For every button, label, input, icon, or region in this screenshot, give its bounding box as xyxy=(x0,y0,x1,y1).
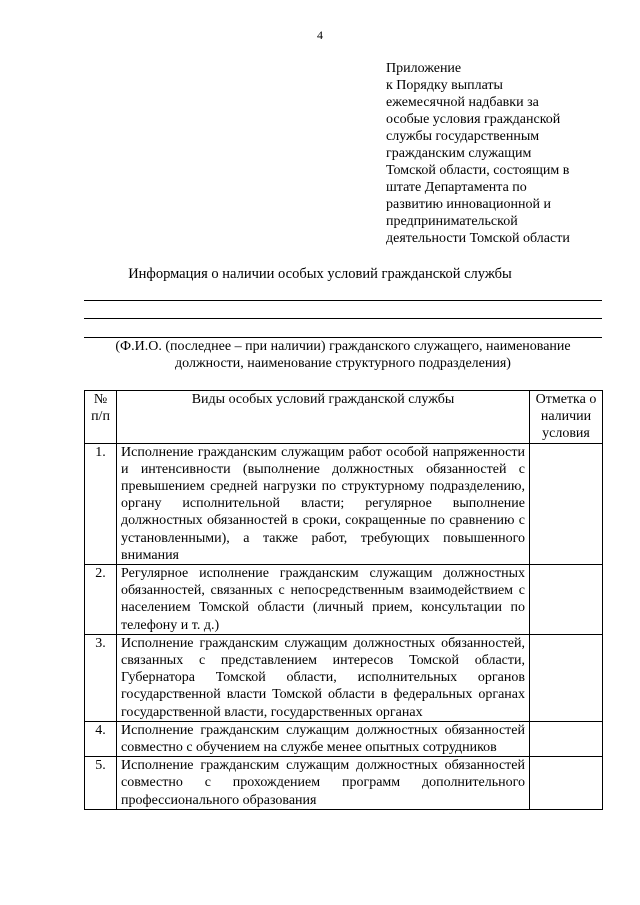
row-number: 4. xyxy=(85,721,117,756)
table-row xyxy=(85,443,603,564)
appendix-header xyxy=(386,60,596,247)
table-row xyxy=(85,721,603,756)
row-number: 2. xyxy=(85,565,117,635)
blank-line xyxy=(84,318,602,319)
row-condition-text: Исполнение гражданским служащим должностных обязанностей, связанных с представлением интересов Томской области, Губернатора Томской области, исполнительных органов государственной власти Томской области в федеральных органах государственной власти, государственных органах xyxy=(117,634,530,721)
appendix-line: Томской области, состоящим в xyxy=(386,163,570,178)
appendix-line: ежемесячной надбавки за xyxy=(386,95,539,110)
header-condition-type: Виды особых условий гражданской службы xyxy=(117,391,530,444)
row-mark-cell[interactable] xyxy=(530,443,603,564)
appendix-line: развитию инновационной и xyxy=(386,197,551,212)
appendix-line: гражданским служащим xyxy=(386,146,532,161)
row-mark-cell[interactable] xyxy=(530,565,603,635)
appendix-line: деятельности Томской области xyxy=(386,231,570,246)
row-condition-text: Исполнение гражданским служащим должностных обязанностей совместно с прохождением программ дополнительного профессионального образования xyxy=(117,757,530,810)
row-number: 1. xyxy=(85,443,117,564)
blank-line xyxy=(84,300,602,301)
appendix-line: службы государственным xyxy=(386,129,540,144)
conditions-table xyxy=(84,390,603,810)
row-condition-text: Регулярное исполнение гражданским служащим должностных обязанностей, связанных с непосредственным взаимодействием с населением Томской области (личный прием, консультации по телефону и т. д.) xyxy=(117,565,530,635)
table-row xyxy=(85,757,603,810)
appendix-line: особые условия гражданской xyxy=(386,112,561,127)
document-title: Информация о наличии особых условий гражданской службы xyxy=(128,266,512,282)
row-mark-cell[interactable] xyxy=(530,757,603,810)
row-condition-text: Исполнение гражданским служащим должностных обязанностей совместно с обучением на службе менее опытных сотрудников xyxy=(117,721,530,756)
table-header-row xyxy=(85,391,603,444)
table-row xyxy=(85,634,603,721)
row-number: 5. xyxy=(85,757,117,810)
page-number: 4 xyxy=(317,28,323,42)
appendix-line: Приложение xyxy=(386,61,462,76)
fio-caption: (Ф.И.О. (последнее – при наличии) гражданского служащего, наименование должности, наименование структурного подразделения) xyxy=(115,339,571,371)
row-condition-text: Исполнение гражданским служащим работ особой напряженности и интенсивности (выполнение должностных обязанностей с превышением средней нагрузки по структурному подразделению, органу исполнительной власти; регулярное выполнение должностных обязанностей в сроки, сокращенные по сравнению с установленными), а также работ, требующих повышенного внимания xyxy=(117,443,530,564)
row-mark-cell[interactable] xyxy=(530,634,603,721)
header-number: № п/п xyxy=(85,391,117,444)
row-number: 3. xyxy=(85,634,117,721)
table-row xyxy=(85,565,603,635)
appendix-line: к Порядку выплаты xyxy=(386,78,503,93)
header-mark: Отметка о наличии условия xyxy=(530,391,603,444)
appendix-line: штате Департамента по xyxy=(386,180,527,195)
row-mark-cell[interactable] xyxy=(530,721,603,756)
appendix-line: предпринимательской xyxy=(386,214,518,229)
